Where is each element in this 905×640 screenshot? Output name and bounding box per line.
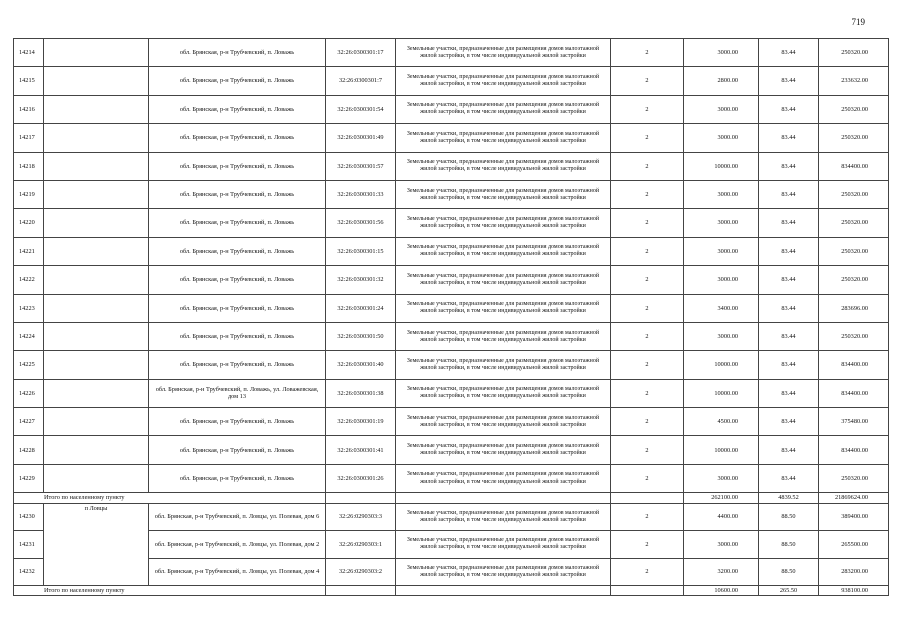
cadastral-number-cell: 32:26:0300301:17	[326, 39, 396, 67]
total-area: 10600.00	[684, 585, 759, 596]
value-cell: 375480.00	[819, 408, 889, 436]
address-cell: обл. Брянская, р-н Трубчевский, п. Ловцы, ул. Полевая, дом 4	[149, 558, 326, 585]
cadastral-number-cell: 32:26:0300301:38	[326, 379, 396, 407]
settlement-cell	[44, 322, 149, 350]
value-cell: 250320.00	[819, 39, 889, 67]
rate-cell: 83.44	[759, 266, 819, 294]
cadastral-number-cell: 32:26:0300301:32	[326, 266, 396, 294]
address-cell: обл. Брянская, р-н Трубчевский, п. Ловажь	[149, 124, 326, 152]
cadastral-number-cell: 32:26:0300301:24	[326, 294, 396, 322]
settlement-cell	[44, 180, 149, 208]
row-id: 14218	[14, 152, 44, 180]
settlement-cell	[44, 464, 149, 492]
table-row	[14, 379, 889, 407]
land-use-cell: Земельные участки, предназначенные для размещения домов малоэтажной жилой застройки, в том числе индивидуальной жилой застройки	[396, 379, 611, 407]
cadastral-number-cell: 32:26:0300301:49	[326, 124, 396, 152]
settlement-cell	[44, 209, 149, 237]
row-id: 14214	[14, 39, 44, 67]
category-cell: 2	[611, 379, 684, 407]
land-use-cell: Земельные участки, предназначенные для размещения домов малоэтажной жилой застройки, в том числе индивидуальной жилой застройки	[396, 266, 611, 294]
row-id: 14232	[14, 558, 44, 585]
address-cell: обл. Брянская, р-н Трубчевский, п. Ловажь	[149, 294, 326, 322]
cadastral-number-cell: 32:26:0300301:54	[326, 95, 396, 123]
address-cell: обл. Брянская, р-н Трубчевский, п. Ловажь	[149, 95, 326, 123]
value-cell: 834400.00	[819, 152, 889, 180]
total-label: Итого по населенному пункту	[14, 493, 326, 504]
row-id: 14215	[14, 67, 44, 95]
address-cell: обл. Брянская, р-н Трубчевский, п. Ловажь	[149, 464, 326, 492]
cadastral-number-cell: 32:26:0300301:57	[326, 152, 396, 180]
category-cell: 2	[611, 294, 684, 322]
table-row	[14, 436, 889, 464]
value-cell: 283200.00	[819, 558, 889, 585]
table-row	[14, 503, 889, 530]
area-cell: 10000.00	[684, 351, 759, 379]
settlement-cell	[44, 294, 149, 322]
table-row	[14, 180, 889, 208]
category-cell: 2	[611, 209, 684, 237]
rate-cell: 83.44	[759, 237, 819, 265]
page-number: 719	[851, 17, 865, 27]
row-id: 14230	[14, 503, 44, 530]
address-cell: обл. Брянская, р-н Трубчевский, п. Ловажь	[149, 39, 326, 67]
total-area: 262100.00	[684, 493, 759, 504]
row-id: 14216	[14, 95, 44, 123]
area-cell: 2800.00	[684, 67, 759, 95]
cadastral-number-cell: 32:26:0300301:26	[326, 464, 396, 492]
land-use-cell: Земельные участки, предназначенные для размещения домов малоэтажной жилой застройки, в том числе индивидуальной жилой застройки	[396, 464, 611, 492]
total-rate: 265.50	[759, 585, 819, 596]
category-cell: 2	[611, 266, 684, 294]
cadastral-number-cell: 32:26:0300301:19	[326, 408, 396, 436]
category-cell: 2	[611, 39, 684, 67]
settlement-cell	[44, 237, 149, 265]
table-body	[14, 39, 889, 596]
cadastral-number-cell: 32:26:0290303:3	[326, 503, 396, 530]
land-use-cell: Земельные участки, предназначенные для размещения домов малоэтажной жилой застройки, в том числе индивидуальной жилой застройки	[396, 558, 611, 585]
rate-cell: 88.50	[759, 503, 819, 530]
rate-cell: 83.44	[759, 209, 819, 237]
area-cell: 3000.00	[684, 124, 759, 152]
settlement-cell	[44, 152, 149, 180]
value-cell: 265500.00	[819, 531, 889, 558]
address-cell: обл. Брянская, р-н Трубчевский, п. Ловажь	[149, 436, 326, 464]
row-id: 14217	[14, 124, 44, 152]
cadastral-number-cell: 32:26:0300301:56	[326, 209, 396, 237]
table-row	[14, 351, 889, 379]
settlement-cell	[44, 124, 149, 152]
rate-cell: 83.44	[759, 67, 819, 95]
category-cell: 2	[611, 408, 684, 436]
value-cell: 250320.00	[819, 322, 889, 350]
row-id: 14222	[14, 266, 44, 294]
settlement-name: п Ловцы	[44, 503, 149, 585]
category-cell: 2	[611, 124, 684, 152]
total-value: 938100.00	[819, 585, 889, 596]
table-row	[14, 152, 889, 180]
address-cell: обл. Брянская, р-н Трубчевский, п. Ловцы, ул. Полевая, дом 6	[149, 503, 326, 530]
area-cell: 10000.00	[684, 436, 759, 464]
row-id: 14221	[14, 237, 44, 265]
address-cell: обл. Брянская, р-н Трубчевский, п. Ловажь	[149, 408, 326, 436]
row-id: 14223	[14, 294, 44, 322]
land-use-cell: Земельные участки, предназначенные для размещения домов малоэтажной жилой застройки, в том числе индивидуальной жилой застройки	[396, 436, 611, 464]
area-cell: 3000.00	[684, 266, 759, 294]
area-cell: 3000.00	[684, 209, 759, 237]
value-cell: 250320.00	[819, 124, 889, 152]
cadastral-number-cell: 32:26:0300301:40	[326, 351, 396, 379]
rate-cell: 83.44	[759, 351, 819, 379]
area-cell: 10000.00	[684, 379, 759, 407]
land-use-cell: Земельные участки, предназначенные для размещения домов малоэтажной жилой застройки, в том числе индивидуальной жилой застройки	[396, 209, 611, 237]
table-row	[14, 39, 889, 67]
rate-cell: 83.44	[759, 322, 819, 350]
value-cell: 250320.00	[819, 95, 889, 123]
table-row	[14, 95, 889, 123]
area-cell: 4500.00	[684, 408, 759, 436]
rate-cell: 83.44	[759, 464, 819, 492]
area-cell: 10000.00	[684, 152, 759, 180]
address-cell: обл. Брянская, р-н Трубчевский, п. Ловажь	[149, 209, 326, 237]
area-cell: 3400.00	[684, 294, 759, 322]
value-cell: 250320.00	[819, 180, 889, 208]
area-cell: 3000.00	[684, 531, 759, 558]
table-row	[14, 266, 889, 294]
category-cell: 2	[611, 67, 684, 95]
table-row	[14, 294, 889, 322]
row-id: 14227	[14, 408, 44, 436]
category-cell: 2	[611, 322, 684, 350]
area-cell: 3000.00	[684, 464, 759, 492]
settlement-cell	[44, 408, 149, 436]
cadastral-value-table	[13, 38, 889, 596]
table-row	[14, 124, 889, 152]
settlement-cell	[44, 436, 149, 464]
category-cell: 2	[611, 558, 684, 585]
land-use-cell: Земельные участки, предназначенные для размещения домов малоэтажной жилой застройки, в том числе индивидуальной жилой застройки	[396, 408, 611, 436]
value-cell: 250320.00	[819, 237, 889, 265]
category-cell: 2	[611, 531, 684, 558]
total-row	[14, 585, 889, 596]
cadastral-number-cell: 32:26:0300301:33	[326, 180, 396, 208]
settlement-cell	[44, 351, 149, 379]
value-cell: 283696.00	[819, 294, 889, 322]
land-use-cell: Земельные участки, предназначенные для размещения домов малоэтажной жилой застройки, в том числе индивидуальной жилой застройки	[396, 95, 611, 123]
settlement-cell	[44, 67, 149, 95]
address-cell: обл. Брянская, р-н Трубчевский, п. Ловажь	[149, 322, 326, 350]
value-cell: 250320.00	[819, 464, 889, 492]
area-cell: 4400.00	[684, 503, 759, 530]
row-id: 14228	[14, 436, 44, 464]
category-cell: 2	[611, 95, 684, 123]
address-cell: обл. Брянская, р-н Трубчевский, п. Ловажь	[149, 351, 326, 379]
land-use-cell: Земельные участки, предназначенные для размещения домов малоэтажной жилой застройки, в том числе индивидуальной жилой застройки	[396, 67, 611, 95]
table-row	[14, 67, 889, 95]
cadastral-number-cell: 32:26:0300301:41	[326, 436, 396, 464]
area-cell: 3000.00	[684, 180, 759, 208]
settlement-cell	[44, 266, 149, 294]
rate-cell: 83.44	[759, 124, 819, 152]
address-cell: обл. Брянская, р-н Трубчевский, п. Ловажь	[149, 67, 326, 95]
land-use-cell: Земельные участки, предназначенные для размещения домов малоэтажной жилой застройки, в том числе индивидуальной жилой застройки	[396, 152, 611, 180]
address-cell: обл. Брянская, р-н Трубчевский, п. Ловажь	[149, 152, 326, 180]
settlement-cell	[44, 95, 149, 123]
rate-cell: 83.44	[759, 379, 819, 407]
rate-cell: 83.44	[759, 39, 819, 67]
rate-cell: 83.44	[759, 152, 819, 180]
cadastral-number-cell: 32:26:0300301:50	[326, 322, 396, 350]
rate-cell: 83.44	[759, 294, 819, 322]
table-row	[14, 464, 889, 492]
address-cell: обл. Брянская, р-н Трубчевский, п. Ловцы, ул. Полевая, дом 2	[149, 531, 326, 558]
row-id: 14219	[14, 180, 44, 208]
cadastral-number-cell: 32:26:0300301:15	[326, 237, 396, 265]
rate-cell: 88.50	[759, 531, 819, 558]
total-empty-cell	[611, 585, 684, 596]
total-empty-cell	[396, 585, 611, 596]
land-use-cell: Земельные участки, предназначенные для размещения домов малоэтажной жилой застройки, в том числе индивидуальной жилой застройки	[396, 503, 611, 530]
area-cell: 3000.00	[684, 237, 759, 265]
value-cell: 834400.00	[819, 379, 889, 407]
row-id: 14231	[14, 531, 44, 558]
total-empty-cell	[611, 493, 684, 504]
value-cell: 389400.00	[819, 503, 889, 530]
category-cell: 2	[611, 152, 684, 180]
total-empty-cell	[326, 493, 396, 504]
address-cell: обл. Брянская, р-н Трубчевский, п. Ловажь	[149, 266, 326, 294]
value-cell: 834400.00	[819, 351, 889, 379]
rate-cell: 83.44	[759, 408, 819, 436]
category-cell: 2	[611, 464, 684, 492]
table-row	[14, 408, 889, 436]
area-cell: 3000.00	[684, 39, 759, 67]
address-cell: обл. Брянская, р-н Трубчевский, п. Ловажь	[149, 237, 326, 265]
land-use-cell: Земельные участки, предназначенные для размещения домов малоэтажной жилой застройки, в том числе индивидуальной жилой застройки	[396, 237, 611, 265]
rate-cell: 83.44	[759, 436, 819, 464]
address-cell: обл. Брянская, р-н Трубчевский, п. Ловажь	[149, 180, 326, 208]
value-cell: 250320.00	[819, 266, 889, 294]
row-id: 14226	[14, 379, 44, 407]
land-use-cell: Земельные участки, предназначенные для размещения домов малоэтажной жилой застройки, в том числе индивидуальной жилой застройки	[396, 39, 611, 67]
category-cell: 2	[611, 237, 684, 265]
area-cell: 3200.00	[684, 558, 759, 585]
table-row	[14, 237, 889, 265]
land-use-cell: Земельные участки, предназначенные для размещения домов малоэтажной жилой застройки, в том числе индивидуальной жилой застройки	[396, 531, 611, 558]
area-cell: 3000.00	[684, 95, 759, 123]
category-cell: 2	[611, 436, 684, 464]
row-id: 14224	[14, 322, 44, 350]
land-use-cell: Земельные участки, предназначенные для размещения домов малоэтажной жилой застройки, в том числе индивидуальной жилой застройки	[396, 180, 611, 208]
value-cell: 250320.00	[819, 209, 889, 237]
address-cell: обл. Брянская, р-н Трубчевский, п. Ловажь, ул. Ловажевская, дом 13	[149, 379, 326, 407]
row-id: 14225	[14, 351, 44, 379]
total-empty-cell	[326, 585, 396, 596]
category-cell: 2	[611, 351, 684, 379]
cadastral-number-cell: 32:26:0300301:7	[326, 67, 396, 95]
area-cell: 3000.00	[684, 322, 759, 350]
category-cell: 2	[611, 503, 684, 530]
land-use-cell: Земельные участки, предназначенные для размещения домов малоэтажной жилой застройки, в том числе индивидуальной жилой застройки	[396, 351, 611, 379]
table-row	[14, 322, 889, 350]
rate-cell: 88.50	[759, 558, 819, 585]
cadastral-number-cell: 32:26:0290303:2	[326, 558, 396, 585]
value-cell: 233632.00	[819, 67, 889, 95]
category-cell: 2	[611, 180, 684, 208]
table-row	[14, 209, 889, 237]
rate-cell: 83.44	[759, 180, 819, 208]
land-use-cell: Земельные участки, предназначенные для размещения домов малоэтажной жилой застройки, в том числе индивидуальной жилой застройки	[396, 124, 611, 152]
cadastral-number-cell: 32:26:0290303:1	[326, 531, 396, 558]
value-cell: 834400.00	[819, 436, 889, 464]
settlement-cell	[44, 39, 149, 67]
row-id: 14229	[14, 464, 44, 492]
rate-cell: 83.44	[759, 95, 819, 123]
land-use-cell: Земельные участки, предназначенные для размещения домов малоэтажной жилой застройки, в том числе индивидуальной жилой застройки	[396, 322, 611, 350]
total-value: 21869624.00	[819, 493, 889, 504]
row-id: 14220	[14, 209, 44, 237]
settlement-cell	[44, 379, 149, 407]
total-row	[14, 493, 889, 504]
total-rate: 4839.52	[759, 493, 819, 504]
land-use-cell: Земельные участки, предназначенные для размещения домов малоэтажной жилой застройки, в том числе индивидуальной жилой застройки	[396, 294, 611, 322]
total-empty-cell	[396, 493, 611, 504]
total-label: Итого по населенному пункту	[14, 585, 326, 596]
